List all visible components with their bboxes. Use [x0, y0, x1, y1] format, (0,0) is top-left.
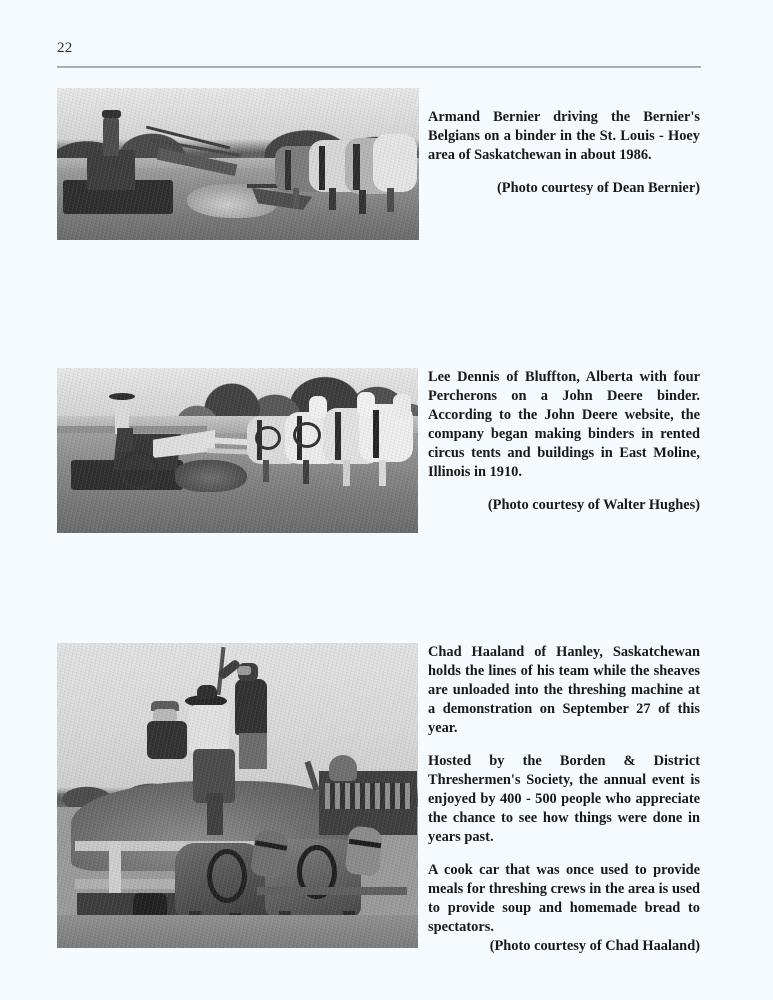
figure-1-caption-column — [428, 108, 700, 198]
photo-threshing-demonstration — [57, 643, 418, 948]
figure-1-credit: (Photo courtesy of Dean Bernier) — [496, 180, 700, 197]
figure-3-caption-column — [428, 643, 700, 956]
page-number: 22 — [57, 40, 73, 56]
figure-3-photo — [57, 643, 418, 948]
figure-1-photo — [57, 88, 419, 240]
figure-2-photo — [57, 368, 418, 533]
figure-2-credit: (Photo courtesy of Walter Hughes) — [487, 497, 700, 514]
figure-1-caption: Armand Bernier driving the Bernier's Belgians on a binder in the St. Louis - Hoey area of Saskatchewan in about 1986. — [428, 109, 700, 164]
figure-3-caption-3: A cook car that was once used to provide meals for threshing crews in the area is used to provide soup and homemade bread to spectators. — [428, 862, 700, 936]
figure-2-caption: Lee Dennis of Bluffton, Alberta with four Percherons on a John Deere binder. According to the John Deere website, the company began making binders in rented circus tents and buildings in East Moline, Illinois in 1910. — [428, 369, 700, 481]
photo-binder-belgians — [57, 88, 419, 240]
figure-3-caption-1: Chad Haaland of Hanley, Saskatchewan holds the lines of his team while the sheaves are unloaded into the threshing machine at a demonstration on September 27 of this year. — [428, 644, 700, 737]
figure-2-caption-column — [428, 368, 700, 515]
figure-3-credit: (Photo courtesy of Chad Haaland) — [489, 938, 700, 955]
figure-3-caption-2: Hosted by the Borden & District Threshermen's Society, the annual event is enjoyed by 400 - 500 people who appreciate the chance to see how things were done in years past. — [428, 753, 700, 846]
photo-john-deere-percherons — [57, 368, 418, 533]
header-divider — [57, 66, 701, 68]
